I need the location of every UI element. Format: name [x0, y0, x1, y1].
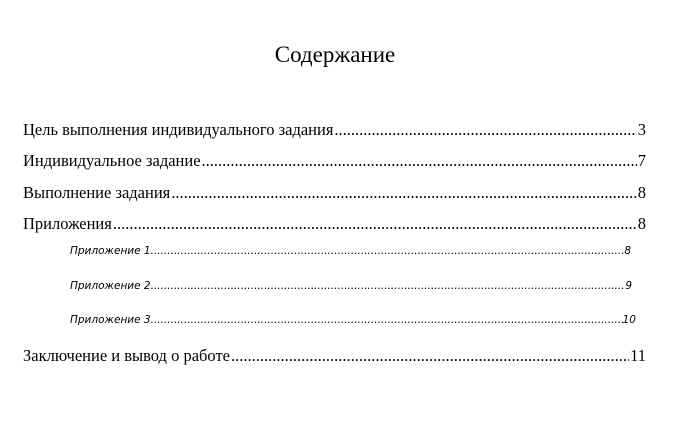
toc-entry-individual-task[interactable] [23, 151, 646, 171]
toc-entry-appendices[interactable] [23, 214, 646, 234]
toc-dot-leader [151, 279, 626, 293]
toc-subentry-label: Приложение 2 [70, 280, 151, 292]
toc-page-number: 8 [637, 214, 646, 233]
toc-page-number: 8 [637, 183, 646, 202]
toc-entry-task-execution[interactable] [23, 183, 646, 203]
toc-dot-leader [334, 120, 636, 140]
toc-dot-leader [171, 183, 636, 203]
toc-entry-label: Цель выполнения индивидуального задания [23, 120, 334, 139]
toc-dot-leader [231, 346, 629, 366]
toc-entry-label: Индивидуальное задание [23, 151, 201, 170]
toc-dot-leader [151, 313, 623, 327]
toc-subentry-label: Приложение 3 [70, 314, 151, 326]
toc-entry-label: Приложения [23, 214, 112, 233]
toc-subentry-appendix-2[interactable] [70, 279, 632, 293]
toc-page-number: 8 [624, 245, 631, 257]
toc-entry-label: Заключение и вывод о работе [23, 346, 230, 365]
toc-page-number: 11 [630, 346, 646, 365]
toc-page-number: 3 [637, 120, 646, 139]
toc-entry-label: Выполнение задания [23, 183, 171, 202]
toc-subentry-appendix-3[interactable] [70, 313, 636, 327]
toc-page-number: 7 [637, 151, 646, 170]
toc-subentry-appendix-1[interactable] [70, 244, 631, 258]
toc-entry-conclusion[interactable] [23, 346, 646, 366]
toc-dot-leader [202, 151, 637, 171]
toc-page-number: 10 [622, 314, 636, 326]
toc-dot-leader [151, 244, 625, 258]
toc-dot-leader [113, 214, 637, 234]
toc-entry-goal[interactable] [23, 120, 646, 140]
toc-page-number: 9 [625, 280, 632, 292]
toc-subentry-label: Приложение 1 [70, 245, 151, 257]
toc-title: Содержание [274, 42, 396, 67]
